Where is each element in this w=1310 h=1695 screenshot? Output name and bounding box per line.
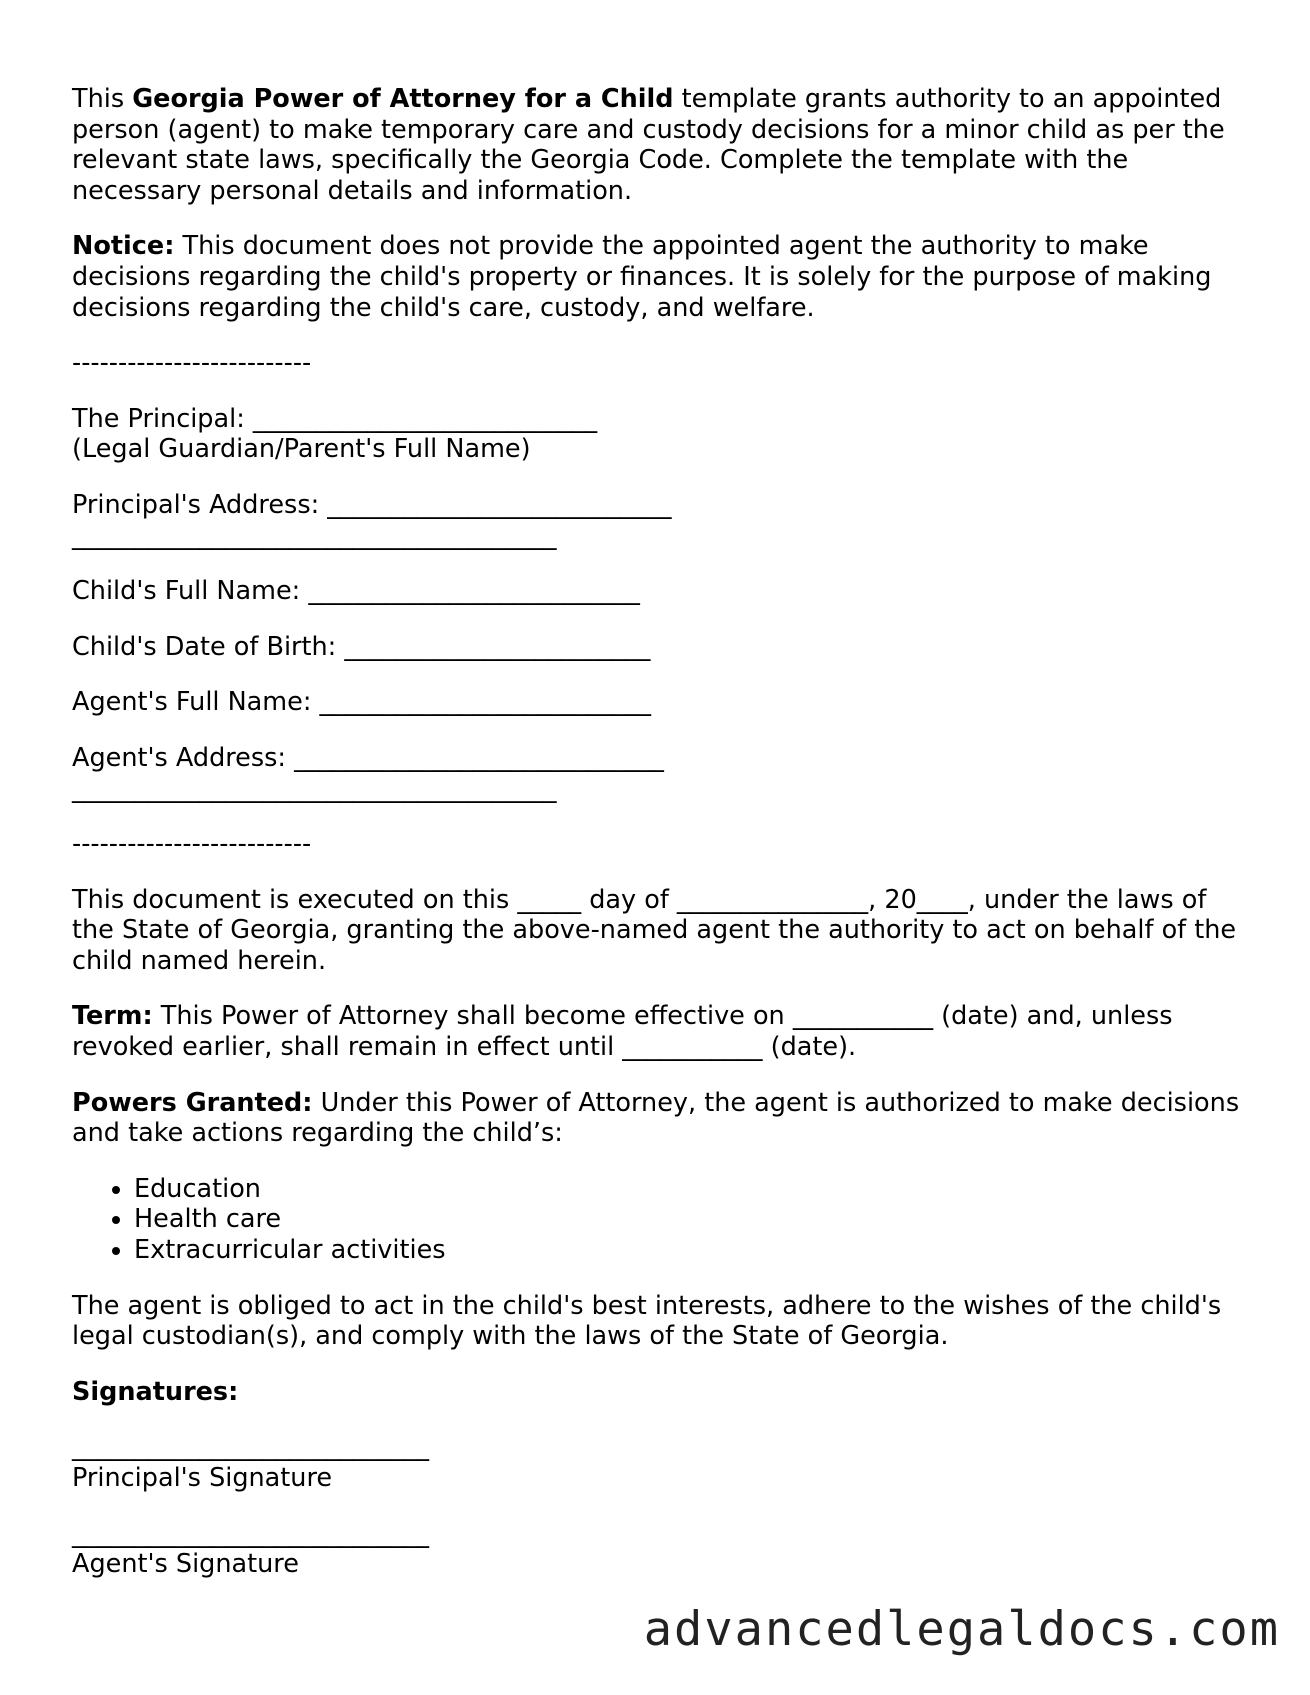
principal-signature-line[interactable]: ____________________________	[72, 1432, 429, 1463]
notice-paragraph: Notice: This document does not provide the appointed agent the authority to make decisions regarding the child's property or finances. It is solely for the purpose of making decisions regarding the child's care, custody, and welfare.	[72, 231, 1212, 323]
agent-signature-line[interactable]: ____________________________	[72, 1518, 429, 1549]
principal-signature-block[interactable]	[72, 1432, 1242, 1493]
list-item: • Education	[134, 1174, 1242, 1205]
term-paragraph: Term: This Power of Attorney shall become effective on ___________ (date) and, unless revoked earlier, shall remain in effect until ___________ (date).	[72, 1001, 1173, 1063]
list-item: • Health care	[134, 1204, 1242, 1235]
document-page	[72, 84, 1242, 1605]
agent-signature-label: Agent's Signature	[72, 1549, 299, 1580]
child-name-field[interactable]: Child's Full Name: __________________________	[72, 576, 640, 607]
powers-label: Powers Granted:	[72, 1087, 313, 1118]
principal-address-field[interactable]: Principal's Address: ___________________________ ______________________________________	[72, 489, 672, 551]
document-title: Georgia Power of Attorney for a Child	[132, 84, 674, 114]
principal-note: (Legal Guardian/Parent's Full Name)	[72, 434, 531, 465]
agent-address-field[interactable]: Agent's Address: _____________________________ ______________________________________	[72, 742, 664, 804]
separator-top: --------------------------	[72, 348, 312, 379]
list-item: • Extracurricular activities	[134, 1235, 1242, 1266]
intro-paragraph: This Georgia Power of Attorney for a Child template grants authority to an appointed person (agent) to make temporary care and custody decisions for a minor child as per the relevant state laws, specifically the Georgia Code. Complete the template with the necessary personal details and information.	[72, 84, 1225, 206]
signatures-heading: Signatures:	[72, 1376, 239, 1407]
agent-name-field[interactable]: Agent's Full Name: __________________________	[72, 687, 652, 718]
obligation-paragraph: The agent is obliged to act in the child's best interests, adhere to the wishes of the child's legal custodian(s), and comply with the laws of the State of Georgia.	[72, 1290, 1222, 1352]
principal-signature-label: Principal's Signature	[72, 1463, 333, 1493]
child-dob-field[interactable]: Child's Date of Birth: ________________________	[72, 631, 651, 662]
watermark: advancedlegaldocs.com	[643, 1602, 1280, 1657]
powers-paragraph: Powers Granted: Under this Power of Attorney, the agent is authorized to make decisions and take actions regarding the child’s:	[72, 1087, 1240, 1149]
notice-label: Notice:	[72, 231, 175, 262]
agent-signature-block[interactable]	[72, 1519, 1242, 1580]
term-label: Term:	[72, 1001, 153, 1032]
execution-paragraph: This document is executed on this _____ day of _______________, 20____, under the laws of the State of Georgia, granting the above-named agent the authority to act on behalf of the child named herein.	[72, 884, 1237, 976]
principal-field[interactable]: The Principal: ___________________________ (Legal Guardian/Parent's Full Name)	[72, 403, 598, 465]
separator-bottom: --------------------------	[72, 829, 312, 860]
powers-list	[72, 1174, 1242, 1266]
